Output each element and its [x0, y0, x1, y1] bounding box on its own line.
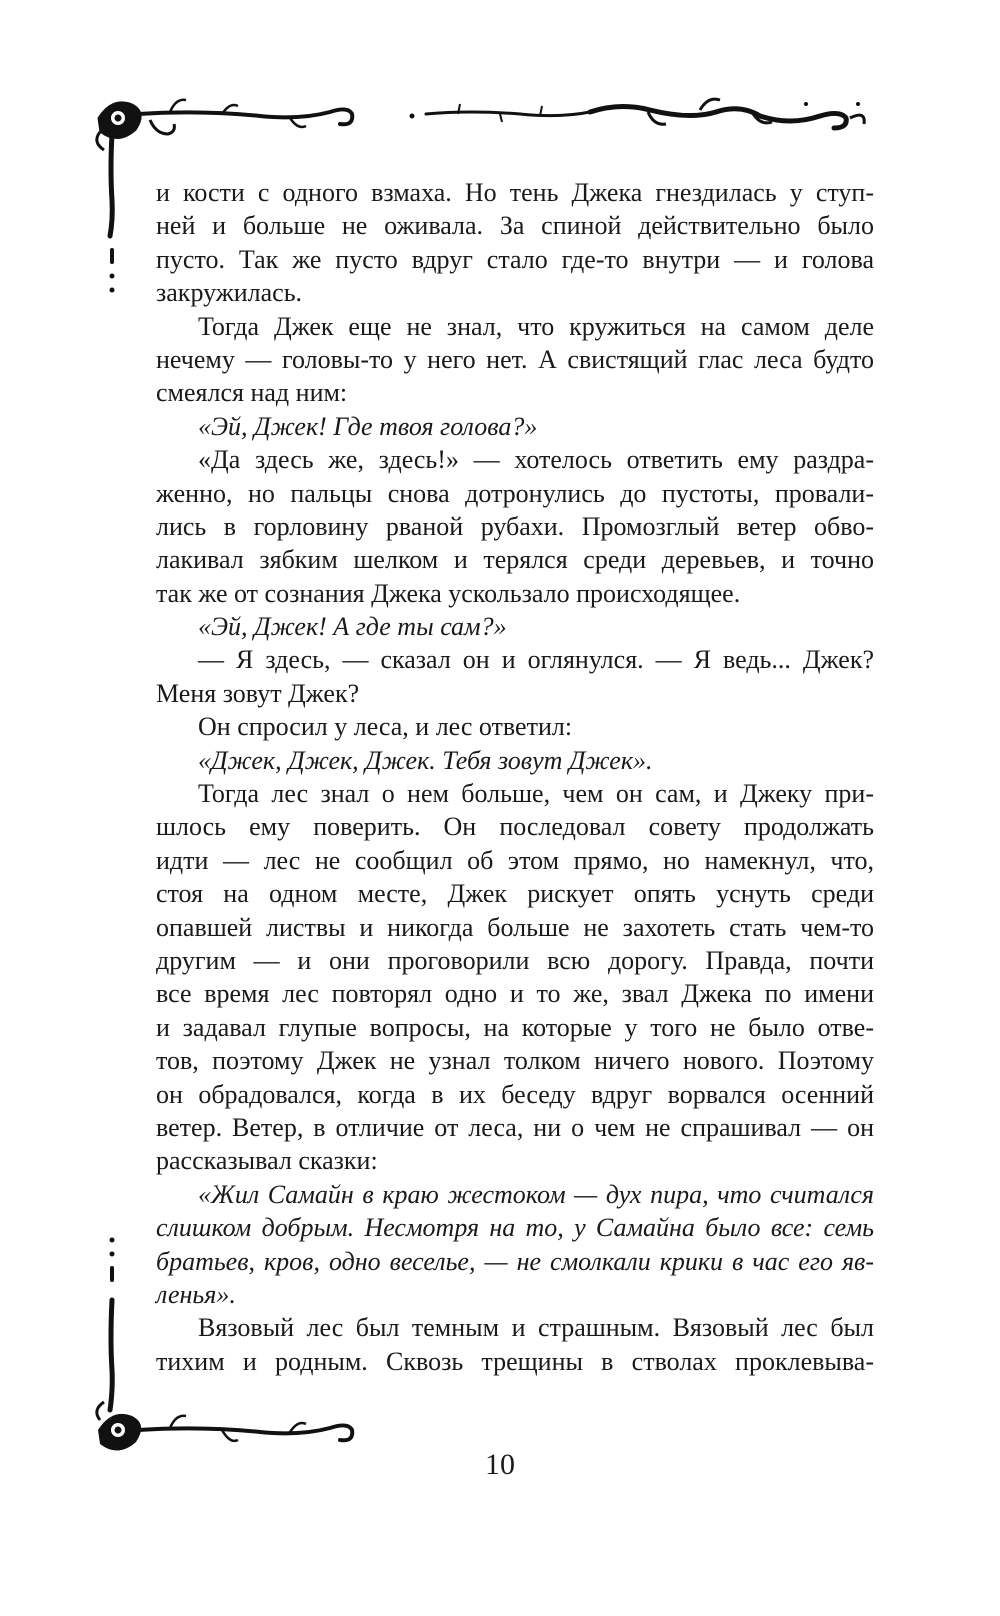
text-line: «Жил Самайн в краю жестоком — дух пира, что считался	[198, 1179, 874, 1209]
text-line: пусто. Так же пусто вдруг стало где-то внутри — и голова	[156, 244, 874, 274]
eye-ornament-icon	[97, 102, 141, 150]
bottom-left-stem	[110, 1238, 115, 1411]
text-line: другим — и они проговорили всю дорогу. Правда, почти	[156, 945, 874, 975]
text-line: слишком добрым. Несмотря на то, у Самайна было все: семь	[156, 1213, 874, 1243]
text-line: тихим и родным. Сквозь трещины в стволах проклевыва-	[156, 1346, 874, 1376]
text-line: так же от сознания Джека ускользало происходящее.	[156, 578, 741, 608]
text-line: лакивал зябким шелком и терялся среди деревьев, и точно	[156, 545, 874, 575]
bottom-eye-ornament-icon	[97, 1402, 141, 1451]
text-line: «Да здесь же, здесь!» — хотелось ответить ему раздра-	[198, 445, 874, 475]
text-line: Тогда лес знал о нем больше, чем он сам, и Джеку при-	[198, 779, 874, 809]
text-line: нечему — головы-то у него нет. А свистящий глас леса будто	[156, 344, 874, 374]
text-line: стоя на одном месте, Джек рискует опять уснуть среди	[156, 879, 874, 909]
text-line: «Эй, Джек! А где ты сам?»	[198, 612, 507, 642]
top-left-vine	[138, 109, 352, 124]
text-line: лись в горловину рваной рубахи. Промозглый ветер обво-	[156, 511, 874, 541]
text-line: ветер. Ветер, в отличие от леса, ни о чем не спрашивал — он	[156, 1112, 874, 1142]
text-line: рассказывал сказки:	[156, 1146, 378, 1176]
text-line: идти — лес не сообщил об этом прямо, но намекнул, что,	[156, 845, 874, 875]
text-line: Меня зовут Джек?	[156, 678, 360, 708]
text-line: «Эй, Джек! Где твоя голова?»	[198, 411, 538, 441]
text-line: Он спросил у леса, и лес ответил:	[198, 712, 573, 742]
text-line: ней и больше не оживала. За спиной действительно было	[156, 211, 874, 241]
text-line: смеялся над ним:	[156, 378, 348, 408]
text-line: «Джек, Джек, Джек. Тебя зовут Джек».	[198, 745, 653, 775]
text-line: тов, поэтому Джек не узнал толком ничего нового. Поэтому	[156, 1046, 874, 1076]
bottom-left-vine	[138, 1425, 352, 1440]
text-line: и задавал глупые вопросы, на которые у того не было отве-	[156, 1012, 874, 1042]
text-line: закружилась.	[156, 278, 303, 308]
text-line: шлось ему поверить. Он последовал совету продолжать	[156, 812, 874, 842]
text-line: и кости с одного взмаха. Но тень Джека гнездилась у ступ-	[156, 178, 874, 207]
text-line: — Я здесь, — сказал он и оглянулся. — Я ведь... Джек?	[198, 645, 874, 675]
text-line: он обрадовался, когда в их беседу вдруг ворвался осенний	[156, 1079, 874, 1109]
text-line: опавшей листвы и никогда больше не захотеть стать чем-то	[156, 912, 874, 942]
text-line: женно, но пальцы снова дотронулись до пустоты, провали-	[156, 478, 874, 508]
top-right-vine	[410, 99, 865, 128]
text-line: ленья».	[156, 1279, 236, 1309]
page-number: 10	[485, 1448, 515, 1481]
body-text	[156, 176, 874, 1378]
text-line: Вязовый лес был темным и страшным. Вязовый лес был	[198, 1313, 874, 1343]
text-line: братьев, кров, одно веселье, — не смолкали крики в час его яв-	[156, 1246, 874, 1276]
text-line: все время лес повторял одно и то же, звал Джека по имени	[156, 979, 874, 1009]
text-line: Тогда Джек еще не знал, что кружиться на самом деле	[198, 311, 874, 341]
